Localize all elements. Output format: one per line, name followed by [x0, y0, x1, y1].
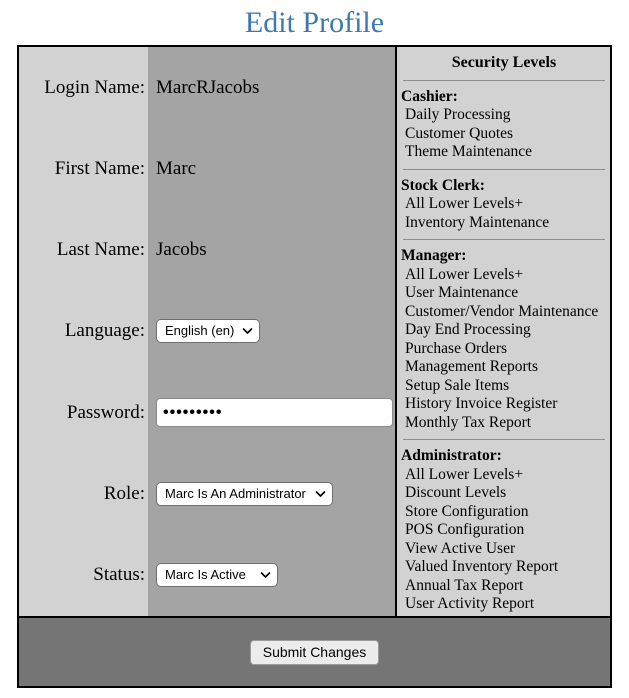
last-name-label: Last Name: [19, 210, 148, 291]
security-levels-title: Security Levels [451, 54, 557, 71]
form-row-login-name [19, 47, 395, 128]
language-select[interactable] [156, 319, 260, 343]
edit-profile-panel [17, 45, 612, 688]
security-item: Purchase Orders [405, 339, 508, 357]
role-label: Role: [19, 453, 148, 534]
form-row-status [19, 535, 395, 616]
profile-form [19, 47, 395, 616]
security-section-heading: Stock Clerk: [401, 176, 485, 194]
security-item: User Activity Report [405, 595, 535, 612]
security-item: All Lower Levels+ [405, 465, 524, 483]
security-item: Daily Processing [405, 106, 511, 123]
login-name-value: MarcRJacobs [156, 76, 260, 98]
status-label: Status: [19, 535, 148, 616]
language-select-wrap [156, 319, 260, 343]
role-select-wrap [156, 482, 333, 506]
security-section-heading: Administrator: [401, 447, 502, 464]
divider [403, 80, 605, 81]
security-item: All Lower Levels+ [405, 265, 524, 283]
security-item: Theme Maintenance [405, 143, 532, 160]
security-levels-panel [395, 47, 610, 616]
divider [403, 169, 605, 170]
form-row-role [19, 453, 395, 534]
form-footer [19, 616, 610, 686]
last-name-value: Jacobs [156, 239, 207, 261]
password-cell [148, 372, 395, 453]
form-row-language [19, 291, 395, 372]
security-item: Valued Inventory Report [405, 558, 559, 575]
login-name-cell [148, 47, 395, 128]
security-section-stock-clerk [401, 177, 607, 233]
security-item: Monthly Tax Report [405, 413, 532, 431]
security-item: Day End Processing [405, 321, 531, 338]
first-name-cell [148, 128, 395, 209]
divider [403, 439, 605, 440]
security-item: Annual Tax Report [405, 576, 524, 594]
role-select[interactable] [156, 482, 333, 506]
security-item: User Maintenance [405, 284, 519, 301]
submit-changes-button[interactable]: Submit Changes [250, 640, 380, 665]
status-select-wrap [156, 563, 278, 587]
security-section-administrator [401, 447, 607, 614]
language-cell [148, 291, 395, 372]
security-item: All Lower Levels+ [405, 195, 524, 212]
security-item: Store Configuration [405, 502, 529, 520]
form-row-last-name [19, 210, 395, 291]
role-cell [148, 453, 395, 534]
security-section-manager [401, 247, 607, 432]
security-item: Inventory Maintenance [405, 213, 550, 231]
security-section-heading: Manager: [401, 247, 467, 264]
first-name-label: First Name: [19, 128, 148, 209]
security-section-cashier [401, 88, 607, 162]
first-name-value: Marc [156, 157, 197, 179]
security-item: View Active User [405, 539, 516, 557]
security-section-heading: Cashier: [401, 87, 458, 105]
security-item: Customer/Vendor Maintenance [405, 302, 599, 320]
security-item: Discount Levels [405, 484, 507, 501]
form-row-password [19, 372, 395, 453]
security-item: History Invoice Register [405, 395, 558, 412]
security-item: Customer Quotes [405, 124, 514, 142]
security-item: Management Reports [405, 358, 539, 375]
panel-body [19, 47, 610, 616]
last-name-cell [148, 210, 395, 291]
divider [403, 239, 605, 240]
password-input[interactable] [156, 398, 393, 427]
security-item: Setup Sale Items [405, 376, 510, 394]
login-name-label: Login Name: [19, 47, 148, 128]
security-item: POS Configuration [405, 521, 525, 538]
page-title: Edit Profile [244, 6, 385, 39]
form-row-first-name [19, 128, 395, 209]
password-label: Password: [19, 372, 148, 453]
status-select[interactable] [156, 563, 278, 587]
status-cell [148, 535, 395, 616]
language-label: Language: [19, 291, 148, 372]
